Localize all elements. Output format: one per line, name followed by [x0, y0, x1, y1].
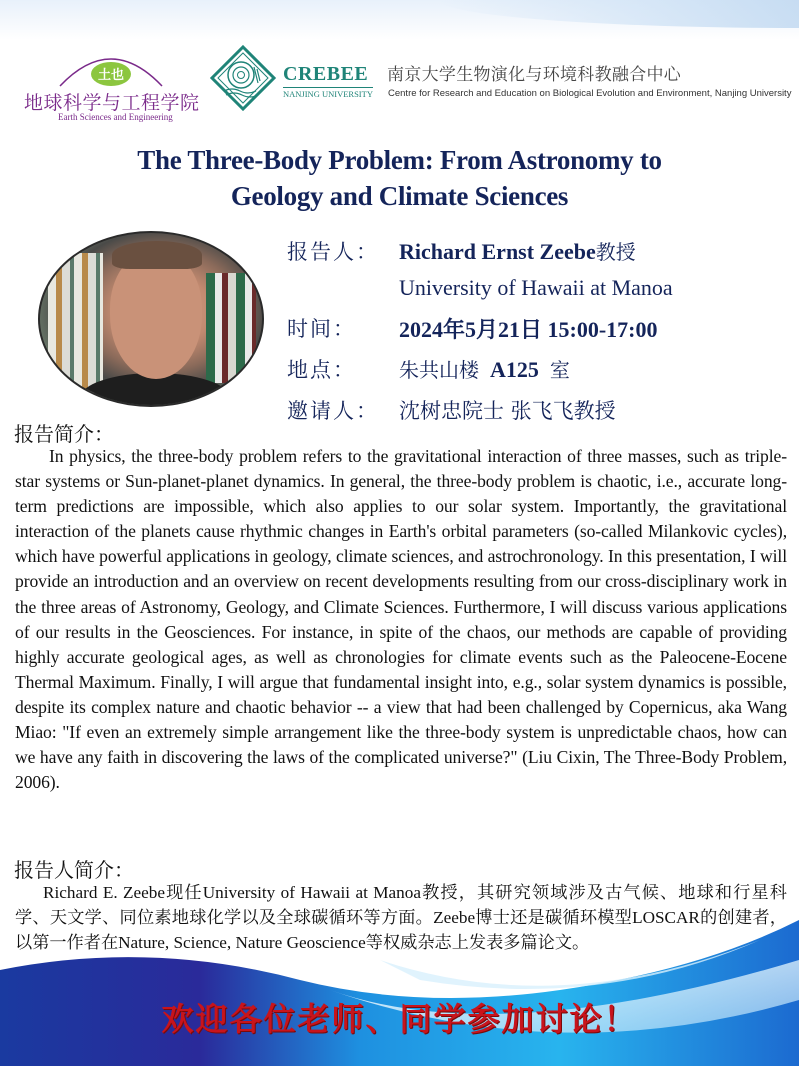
talk-title: [0, 142, 799, 214]
abstract-heading: 报告简介：: [14, 422, 114, 446]
speaker-name: [399, 236, 636, 265]
center-name-en: Centre for Research and Education on Biological Evolution and Environment, Nanjing University: [388, 88, 792, 99]
host-value: 沈树忠院士 张飞飞教授: [399, 399, 616, 423]
ammonite-emblem-icon: [210, 45, 276, 111]
talk-title-line2: Geology and Climate Sciences: [230, 181, 569, 211]
time-value: 2024年5月21日 15:00-17:00: [399, 317, 658, 342]
crebee-logo: [210, 45, 380, 115]
location-building: 朱共山楼: [399, 358, 479, 382]
center-name-cn: 南京大学生物演化与环境科教融合中心: [387, 65, 682, 85]
location-room: A125: [490, 357, 539, 382]
photo-bookshelf-right: [206, 273, 256, 383]
crebee-subtitle: NANJING UNIVERSITY: [283, 89, 373, 99]
school-name-en: Earth Sciences and Engineering: [58, 112, 173, 122]
location-suffix: 室: [549, 358, 570, 382]
speaker-label: 报告人：: [287, 240, 379, 264]
photo-hair: [112, 241, 202, 269]
abstract-text: In physics, the three-body problem refers to the gravitational interaction of three masses, such as triple-star systems or Sun-planet-planet dynamics. In general, the three-body problem is chaotic, i.e., accurate long-term predictions are impossible, which also applies to our solar system. Importantly, the gravitational interaction of the planets cause rhythmic changes in Earth's orbital parameters (so-called Milankovic cycles), which have powerful applications in geology, climate sciences, and astrochronology. In this presentation, I will provide an introduction and an overview on recent developments resulting from our cross-disciplinary work in the three areas of Astronomy, Geology, and Climate Sciences. Furthermore, I will discuss various applications of our results in the Geosciences. For instance, in spite of the chaos, our methods are capable of providing highly accurate geological ages, as well as chronologies for climate events such as the Paleocene-Eocene Thermal Maximum. Finally, I will argue that fundamental insight into, e.g., solar system dynamics is possible, despite its complex nature and chaotic behavior -- a view that had been challenged by Copernicus, aka Wang Miao: "If even an extremely simple arrangement like the three-body system is unpredictable chaos, how can we have any faith in discovering the laws of the complicated universe?" (Liu Cixin, The Three-Body Problem, 2006).: [15, 446, 787, 793]
school-logo: [20, 40, 200, 126]
bio-heading: 报告人简介：: [14, 858, 134, 882]
school-name-cn: 地球科学与工程学院: [24, 92, 200, 114]
closing-invitation: 欢迎各位老师、同学参加讨论！: [161, 1000, 638, 1038]
photo-face: [110, 251, 202, 379]
speaker-affiliation: University of Hawaii at Manoa: [399, 275, 673, 300]
speaker-title-text: 教授: [595, 240, 636, 264]
host-label: 邀请人：: [287, 399, 379, 423]
speaker-name-text: Richard Ernst Zeebe: [399, 239, 596, 264]
photo-bookshelf-left: [48, 253, 103, 393]
location-value: [399, 354, 570, 383]
time-label: 时间：: [287, 317, 356, 341]
bio-text: Richard E. Zeebe现任University of Hawaii at Manoa教授，其研究领域涉及古气候、地球和行星科学、天文学、同位素地球化学以及全球碳循环等方面。Zeebe博士还是碳循环模型LOSCAR的创建者，以第一作者在Nature, Science, Nature Geoscience等权威杂志上发表多篇论文。: [15, 883, 787, 952]
svg-text:土也: 土也: [97, 68, 125, 83]
school-emblem-icon: [56, 40, 166, 90]
speaker-photo: [38, 231, 264, 407]
crebee-name: CREBEE: [283, 63, 369, 85]
talk-title-line1: The Three-Body Problem: From Astronomy to: [137, 145, 662, 175]
location-label: 地点：: [287, 358, 356, 382]
top-decorative-wave: [0, 0, 799, 40]
